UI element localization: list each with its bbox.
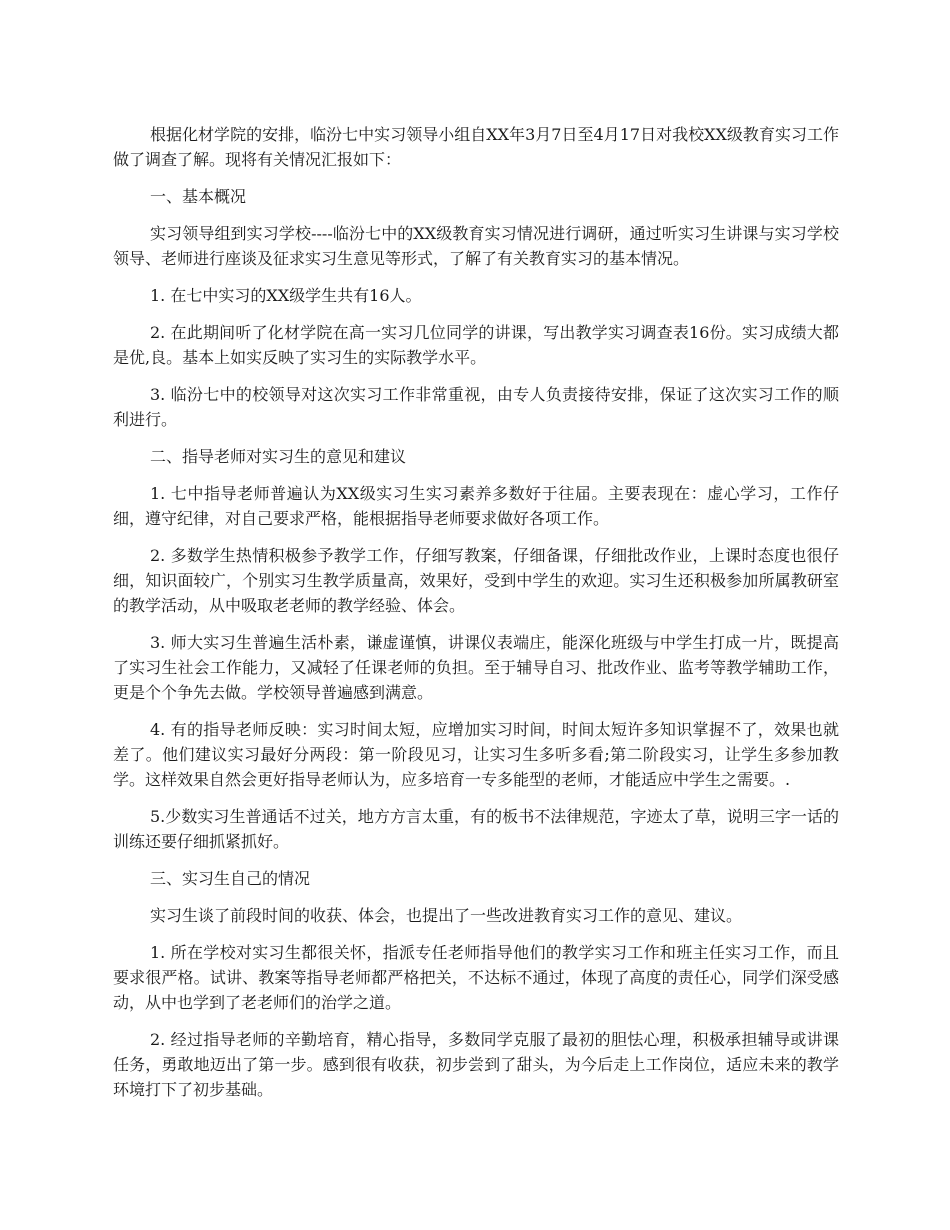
list-item: 2. 经过指导老师的辛勤培育，精心指导，多数同学克服了最初的胆怯心理，积极承担辅导或讲课任务，勇敢地迈出了第一步。感到很有收获，初步尝到了甜头，为今后走上工作岗位，适应未来的教学环境打下了初步基础。	[113, 1030, 839, 1099]
paragraph: 实习领导组到实习学校----临汾七中的XX级教育实习情况进行调研，通过听实习生讲课与实习学校领导、老师进行座谈及征求实习生意见等形式，了解了有关教育实习的基本情况。	[113, 224, 839, 268]
document-body	[113, 122, 839, 1114]
list-item: 2. 多数学生热情积极参予教学工作，仔细写教案，仔细备课，仔细批改作业，上课时态度也很仔细，知识面较广，个别实习生教学质量高，效果好，受到中学生的欢迎。实习生还积极参加所属教研室的教学活动，从中吸取老老师的教学经验、体会。	[113, 546, 839, 615]
list-item: 1. 七中指导老师普遍认为XX级实习生实习素养多数好于往届。主要表现在：虚心学习，工作仔细，遵守纪律，对自己要求严格，能根据指导老师要求做好各项工作。	[113, 484, 839, 528]
section-heading-intern-situation: 三、实习生自己的情况	[150, 869, 311, 888]
paragraph: 实习生谈了前段时间的收获、体会，也提出了一些改进教育实习工作的意见、建议。	[150, 906, 743, 925]
list-item: 3. 临汾七中的校领导对这次实习工作非常重视，由专人负责接待安排，保证了这次实习工作的顺利进行。	[113, 385, 839, 429]
intro-paragraph: 根据化材学院的安排，临汾七中实习领导小组自XX年3月7日至4月17日对我校XX级教育实习工作做了调查了解。现将有关情况汇报如下：	[113, 125, 839, 169]
section-heading-advisor-feedback: 二、指导老师对实习生的意见和建议	[150, 447, 407, 466]
list-item: 1. 在七中实习的XX级学生共有16人。	[150, 286, 422, 305]
list-item: 4. 有的指导老师反映：实习时间太短，应增加实习时间，时间太短许多知识掌握不了，效果也就差了。他们建议实习最好分两段：第一阶段见习，让实习生多听多看;第二阶段实习，让学生多参加教学。这样效果自然会更好指导老师认为，应多培育一专多能型的老师，才能适应中学生之需要。.	[113, 720, 839, 789]
section-heading-overview: 一、基本概况	[150, 187, 247, 206]
list-item: 2. 在此期间听了化材学院在高一实习几位同学的讲课，写出教学实习调查表16份。实习成绩大都是优,良。基本上如实反映了实习生的实际教学水平。	[113, 323, 839, 367]
list-item: 1. 所在学校对实习生都很关怀，指派专任老师指导他们的教学实习工作和班主任实习工作，而且要求很严格。试讲、教案等指导老师都严格把关，不达标不通过，体现了高度的责任心，同学们深受感动，从中也学到了老老师们的治学之道。	[113, 943, 839, 1012]
list-item: 3. 师大实习生普遍生活朴素，谦虚谨慎，讲课仪表端庄，能深化班级与中学生打成一片，既提高了实习生社会工作能力，又减轻了任课老师的负担。至于辅导自习、批改作业、监考等教学辅助工作，更是个个争先去做。学校领导普遍感到满意。	[113, 633, 839, 702]
list-item: 5.少数实习生普通话不过关，地方方言太重，有的板书不法律规范，字迹太了草，说明三字一话的训练还要仔细抓紧抓好。	[113, 807, 839, 851]
